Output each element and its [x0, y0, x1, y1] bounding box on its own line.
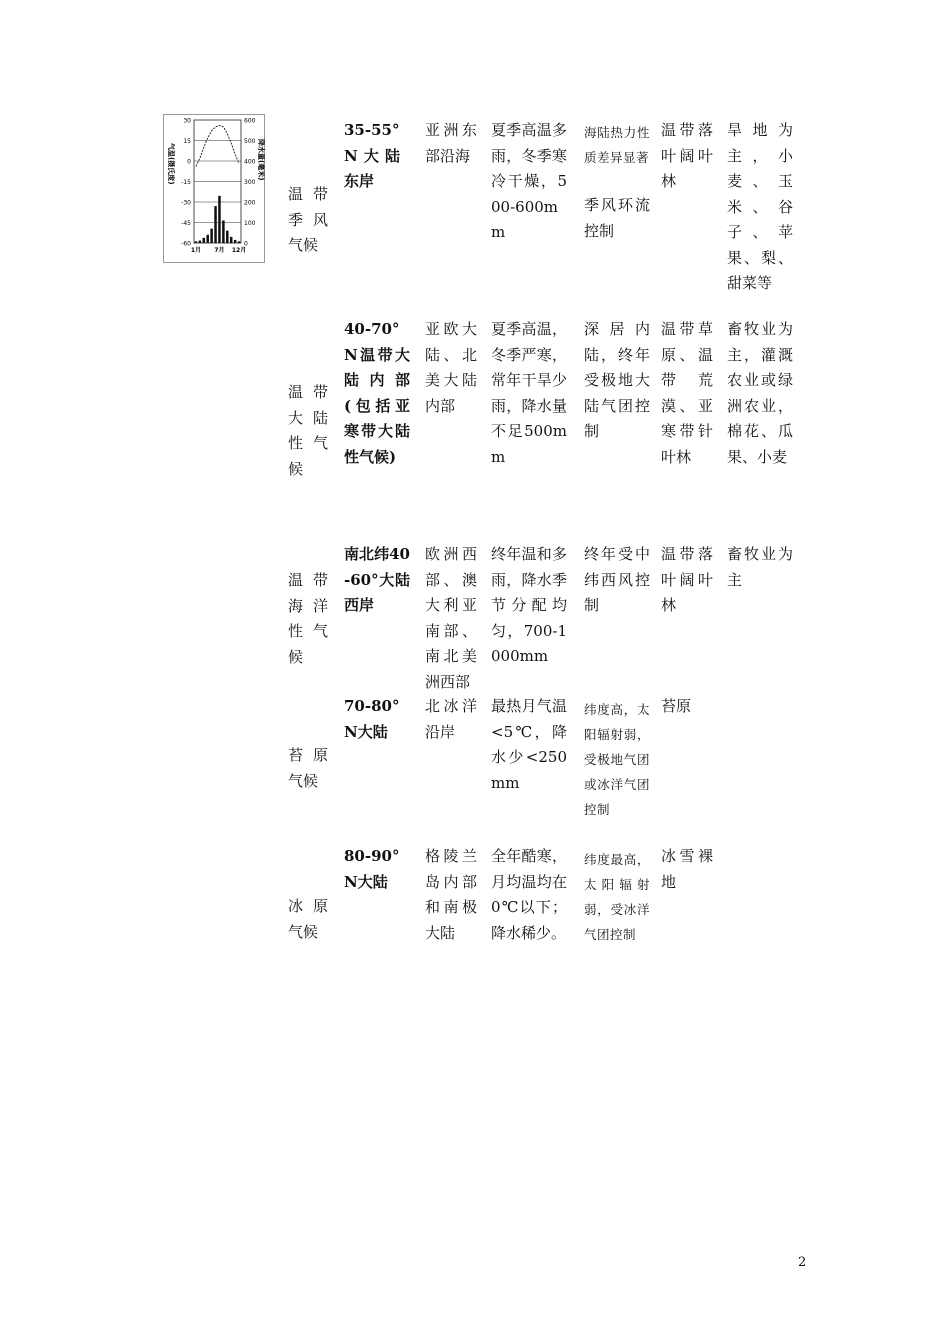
- row-3-features: 终年温和多雨，降水季节分配均匀，700-1000mm: [491, 545, 567, 665]
- climate-chart-svg: [164, 115, 264, 262]
- row-2-region: 亚欧大陆、北美大陆内部: [425, 320, 477, 415]
- y-right-tick-label: 100: [244, 219, 256, 227]
- row-4-region: 北冰洋沿岸: [425, 697, 477, 741]
- row-4-vegetation: 苔原: [661, 697, 692, 715]
- precip-bar: [222, 220, 225, 243]
- row-1-causes: 海陆热力性质差异显著: [584, 125, 650, 165]
- row-4-causes: 纬度高，太阳辐射弱，受极地气团或冰洋气团控制: [584, 702, 650, 817]
- precip-bar: [210, 229, 213, 243]
- y-right-tick-label: 500: [244, 137, 256, 145]
- row-5-vegetation: 冰雪裸地: [661, 847, 713, 891]
- y-left-tick-label: 30: [183, 117, 191, 125]
- row-4-climate: 苔原气候: [288, 746, 328, 790]
- y-left-tick-label: -45: [181, 219, 191, 227]
- row-5-region: 格陵兰岛内部和南极大陆: [425, 847, 477, 942]
- row-5-climate: 冰原气候: [288, 897, 328, 941]
- row-3-latitude: 南北纬40-60°大陆西岸: [344, 545, 410, 614]
- x-tick-label: 12月: [231, 247, 247, 254]
- row-2-vegetation: 温带草原、温带荒漠、亚寒带针叶林: [661, 320, 713, 466]
- row-4-latitude: 70-80°N大陆: [344, 697, 400, 741]
- y-right-tick-label: 0: [244, 240, 248, 248]
- climate-chart: [163, 114, 265, 263]
- row-1-latitude: 35-55°N大陆东岸: [344, 121, 400, 190]
- row-3-region: 欧洲西部、澳大利亚南部、南北美洲西部: [425, 545, 477, 691]
- precip-bar: [230, 237, 233, 243]
- precip-bar: [218, 196, 221, 243]
- row-1-causes2: 季风环流控制: [584, 196, 650, 240]
- y-left-tick-label: -30: [181, 199, 191, 207]
- y-right-tick-label: 400: [244, 158, 256, 166]
- row-3-agriculture: 畜牧业为主: [727, 545, 793, 589]
- row-3-causes: 终年受中纬西风控制: [584, 545, 650, 614]
- temperature-curve: [196, 125, 239, 166]
- row-5-features: 全年酷寒，月均温均在0℃以下；降水稀少。: [491, 847, 567, 942]
- row-2-latitude: 40-70°N温带大陆内部(包括亚寒带大陆性气候): [344, 320, 410, 466]
- y-right-tick-label: 300: [244, 178, 256, 186]
- x-tick-label: 1月: [190, 247, 202, 254]
- row-2-features: 夏季高温，冬季严寒，常年干旱少雨，降水量不足500mm: [491, 320, 567, 466]
- y-right-tick-label: 600: [244, 117, 256, 125]
- x-tick-label: 7月: [214, 247, 225, 254]
- row-5-causes: 纬度最高，太阳辐射弱，受冰洋气团控制: [584, 852, 650, 942]
- row-1-features: 夏季高温多雨，冬季寒冷干燥，500-600mm: [491, 121, 567, 241]
- row-2-agriculture: 畜牧业为主，灌溉农业或绿洲农业，棉花、瓜果、小麦: [727, 320, 793, 466]
- precip-bar: [214, 206, 217, 243]
- row-1-vegetation: 温带落叶阔叶林: [661, 121, 713, 190]
- page-number: 2: [798, 1255, 807, 1270]
- y-right-tick-label: 200: [244, 199, 256, 207]
- y-left-label: 气温(摄氏度): [167, 143, 175, 185]
- row-5-latitude: 80-90°N大陆: [344, 847, 400, 891]
- row-3-climate: 温带海洋性气候: [288, 571, 328, 666]
- precip-bar: [238, 241, 241, 243]
- y-left-tick-label: 0: [187, 158, 191, 166]
- precip-bar: [234, 240, 237, 243]
- row-3-vegetation: 温带落叶阔叶林: [661, 545, 713, 614]
- row-1-climate: 温带季风气候: [288, 185, 328, 254]
- row-1-region: 亚洲东部沿海: [425, 121, 477, 165]
- y-left-tick-label: -60: [181, 240, 191, 248]
- row-1-agriculture: 旱地为主，小麦、玉米、谷子、苹果、梨、甜菜等: [727, 121, 793, 292]
- precip-bar: [195, 241, 198, 243]
- precip-bar: [206, 235, 209, 243]
- row-4-features: 最热月气温<5℃，降水少<250mm: [491, 697, 567, 792]
- y-left-tick-label: 15: [183, 137, 191, 145]
- y-right-label: 降水量(毫米): [257, 139, 265, 181]
- precip-bar: [199, 241, 202, 243]
- row-2-causes: 深居内陆，终年受极地大陆气团控制: [584, 320, 650, 440]
- y-left-tick-label: -15: [181, 178, 191, 186]
- row-2-climate: 温带大陆性气候: [288, 383, 328, 478]
- precip-bar: [226, 231, 229, 243]
- precip-bar: [203, 238, 206, 243]
